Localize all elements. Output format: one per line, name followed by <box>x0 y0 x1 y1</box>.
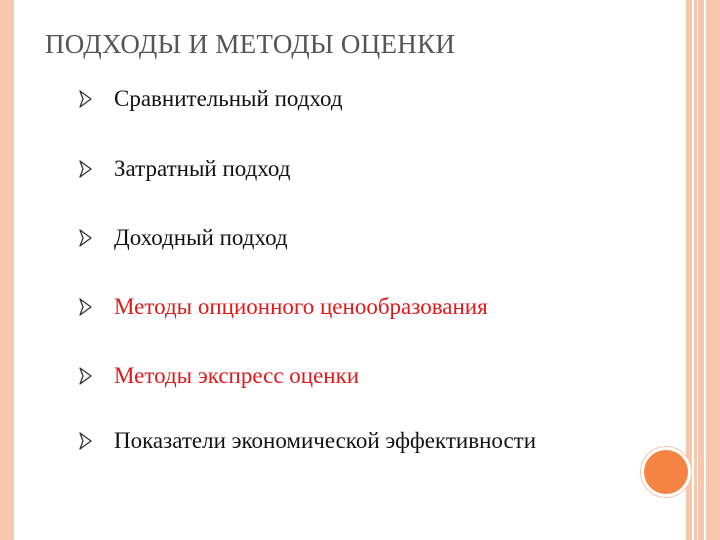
list-item-label: Доходный подход <box>114 225 288 250</box>
left-decorative-band <box>0 0 14 540</box>
arrowhead-bullet-icon <box>79 431 93 451</box>
decorative-circle <box>644 450 688 494</box>
arrowhead-bullet-icon <box>79 297 93 317</box>
right-band-stripe <box>704 0 706 540</box>
list-item-label: Затратный подход <box>114 156 291 181</box>
arrowhead-bullet-icon <box>79 159 93 179</box>
list-item-label: Методы экспресс оценки <box>114 363 360 388</box>
right-band-stripe <box>692 0 694 540</box>
arrowhead-bullet-icon <box>79 89 93 109</box>
right-band-stripe <box>697 0 698 540</box>
list-item-label: Сравнительный подход <box>114 86 343 111</box>
list-item-label: Методы опционного ценообразования <box>114 294 488 319</box>
list-item-label: Показатели экономической эффективности <box>114 428 537 453</box>
arrowhead-bullet-icon <box>79 228 93 248</box>
slide-title: ПОДХОДЫ И МЕТОДЫ ОЦЕНКИ <box>45 29 456 59</box>
arrowhead-bullet-icon <box>79 366 93 386</box>
